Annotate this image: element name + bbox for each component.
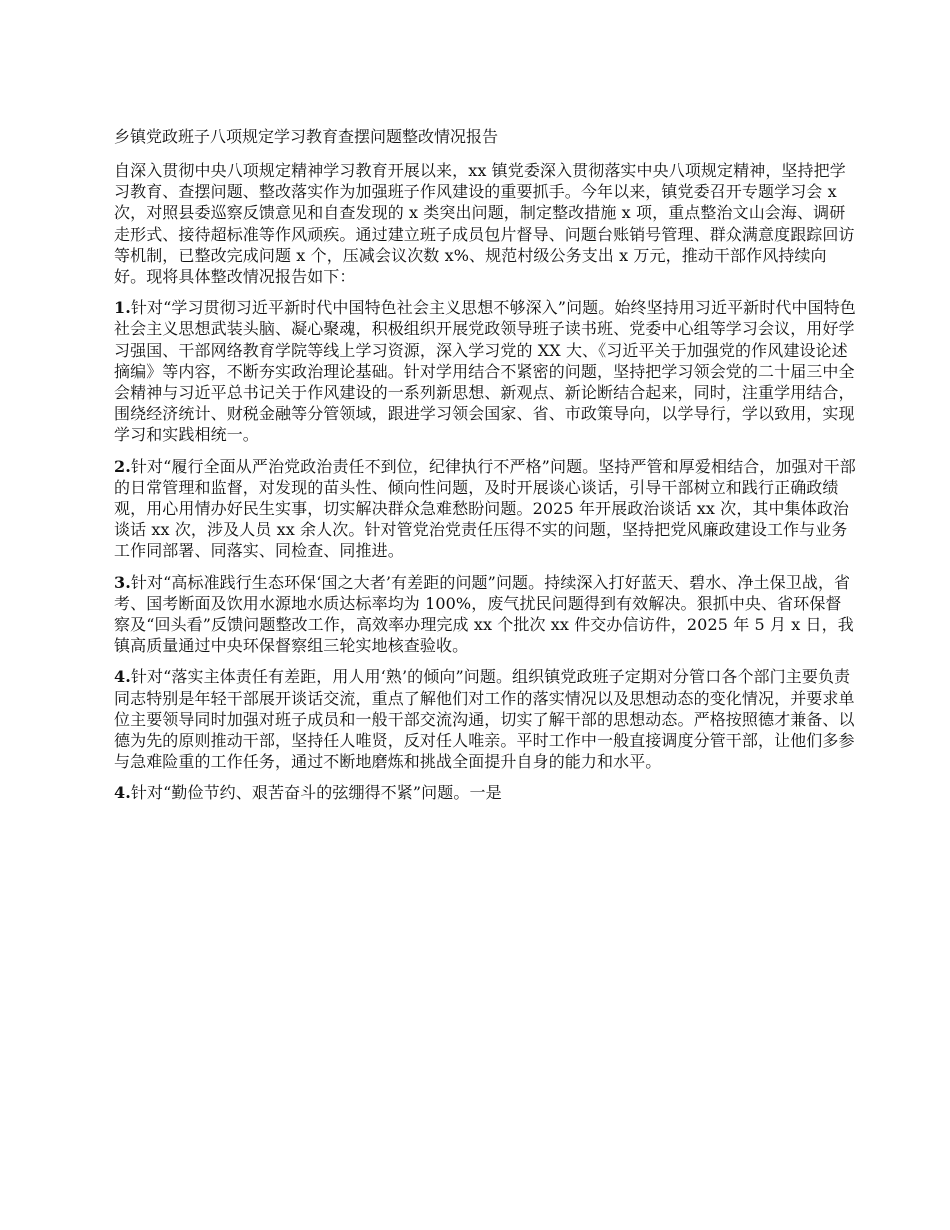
section-text: 针对“学习贯彻习近平新时代中国特色社会主义思想不够深入”问题。始终坚持用习近平新时代中国特色社会主义思想武装头脑、凝心聚魂，积极组织开展党政领导班子读书班、党委中心组等学习会议，用好学习强国、干部网络教育学院等线上学习资源，深入学习党的 XX 大、《习近平关于加强党的作风建设论述摘编》等内容，不断夯实政治理论基础。针对学用结合不紧密的问题，坚持把学习领会党的二十届三中全会精神与习近平总书记关于作风建设的一系列新思想、新观点、新论断结合起来，同时，注重学用结合，围绕经济统计、财税金融等分管领域，跟进学习领会国家、省、市政策导向，以学导行，学以致用，实现学习和实践相统一。 [114, 298, 856, 445]
section-number: 1. [114, 298, 131, 318]
section-paragraph [114, 297, 856, 445]
section-number: 2. [114, 456, 131, 476]
section-text: 针对“高标准践行生态环保‘国之大者’有差距的问题”问题。持续深入打好蓝天、碧水、净土保卫战，省考、国考断面及饮用水源地水质达标率均为 100%，废气扰民问题得到有效解决。狠抓中央、省环保督察及“回头看”反馈问题整改工作，高效率办理完成 xx 个批次 xx 件交办信访件，2025 年 5 月 x 日，我镇高质量通过中央环保督察组三轮实地核查验收。 [114, 572, 854, 656]
section-text: 针对“履行全面从严治党政治责任不到位，纪律执行不严格”问题。坚持严管和厚爱相结合，加强对干部的日常管理和监督，对发现的苗头性、倾向性问题，及时开展谈心谈话，引导干部树立和践行正确政绩观，用心用情办好民生实事，切实解决群众急难愁盼问题。2025 年开展政治谈话 xx 次，其中集体政治谈话 xx 次，涉及人员 xx 余人次。针对管党治党责任压得不实的问题，坚持把党风廉政建设工作与业务工作同部署、同落实、同检查、同推进。 [114, 456, 856, 561]
section-paragraph [114, 666, 856, 772]
section-text: 针对“落实主体责任有差距，用人用‘熟’的倾向”问题。组织镇党政班子定期对分管口各个部门主要负责同志特别是年轻干部展开谈话交流，重点了解他们对工作的落实情况以及思想动态的变化情况，并要求单位主要领导同时加强对班子成员和一般干部交流沟通，切实了解干部的思想动态。严格按照德才兼备、以德为先的原则推动干部，坚持任人唯贤，反对任人唯亲。平时工作中一般直接调度分管干部，让他们多参与急难险重的工作任务，通过不断地磨炼和挑战全面提升自身的能力和水平。 [114, 667, 855, 772]
document-page [114, 124, 856, 814]
section-paragraph [114, 456, 856, 562]
section-text: 针对“勤俭节约、艰苦奋斗的弦绷得不紧”问题。一是 [130, 783, 502, 803]
document-title: 乡镇党政班子八项规定学习教育查摆问题整改情况报告 [114, 127, 499, 146]
section-number: 4. [114, 783, 131, 803]
section-paragraph [114, 782, 856, 803]
section-number: 4. [114, 667, 131, 687]
section-number: 3. [114, 572, 131, 592]
section-paragraph [114, 572, 856, 657]
intro-paragraph: 自深入贯彻中央八项规定精神学习教育开展以来，xx 镇党委深入贯彻落实中央八项规定精神，坚持把学习教育、查摆问题、整改落实作为加强班子作风建设的重要抓手。今年以来，镇党委召开专题学习会 x 次，对照县委巡察反馈意见和自查发现的 x 类突出问题，制定整改措施 x 项，重点整治文山会海、调研走形式、接待超标准等作风顽疾。通过建立班子成员包片督导、问题台账销号管理、群众满意度跟踪回访等机制，已整改完成问题 x 个，压减会议次数 x%、规范村级公务支出 x 万元，推动干部作风持续向好。现将具体整改情况报告如下： [114, 161, 855, 287]
